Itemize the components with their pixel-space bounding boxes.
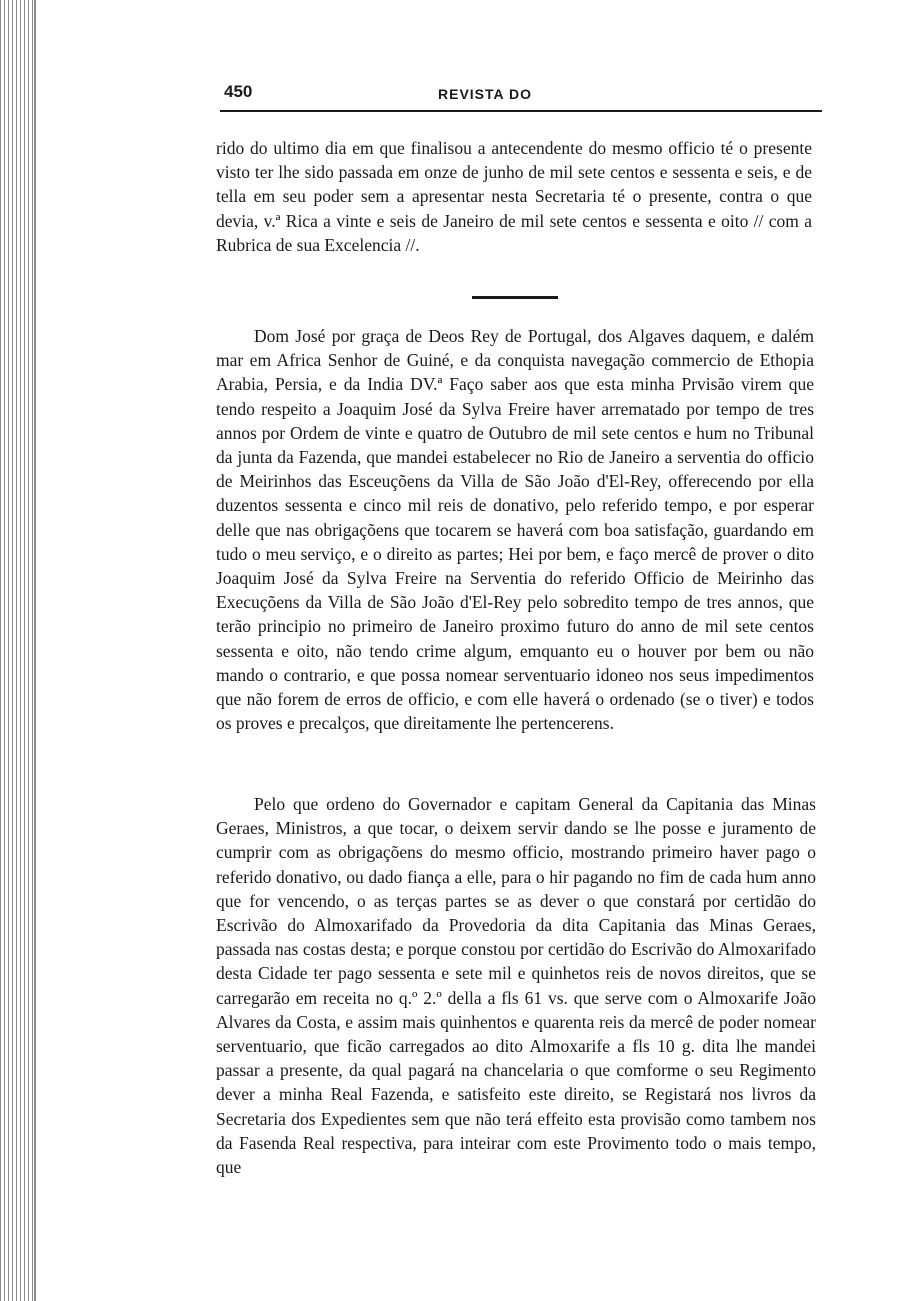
- document-page: [216, 80, 816, 1178]
- paragraph-continuation: rido do ultimo dia em que finalisou a antecendente do mesmo officio té o presente visto ter lhe sido passada em onze de junho de mil sete centos e sessenta e seis, e de tella em seu poder sem a apresentar nesta Secretaria té o presente, contra o que devia, v.ª Rica a vinte e seis de Janeiro de mil sete centos e sessenta e oito // com a Rubrica de sua Excelencia //.: [216, 138, 812, 255]
- page-number: 450: [224, 82, 253, 101]
- paragraph-provision: Dom José por graça de Deos Rey de Portugal, dos Algaves daquem, e dalém mar em Africa Senhor de Guiné, e da conquista navegação commercio de Ethopia Arabia, Persia, e da India DV.ª Faço saber aos que esta minha Prvisão virem que tendo respeito a Joaquim José da Sylva Freire haver arrematado por tempo de tres annos por Ordem de vinte e quatro de Outubro de mil sete centos e hum no Tribunal da junta da Fazenda, que mandei estabelecer no Rio de Janeiro a serventia do officio de Meirinhos das Esceuçõens da Villa de São João d'El-Rey, offerecendo por ella duzentos sessenta e cinco mil reis de donativo, pelo referido tempo, e por esperar delle que nas obrigaçõens que tocarem se haverá com boa satisfação, guardando em tudo o meu serviço, e o direito as partes; Hei por bem, e faço mercê de prover o dito Joaquim José da Sylva Freire na Serventia do referido Officio de Meirinho das Execuçõens da Villa de São João d'El-Rey pelo sobredito tempo de tres annos, que terão principio no primeiro de Janeiro proximo futuro do anno de mil sete centos sessenta e oito, não tendo crime algum, emquanto eu o houver por bem ou não mando o contrario, e que possa nomear serventuario idoneo nos seus impedimentos que não forem de erros de officio, e com elle haverá o ordenado (se o tiver) e todos os proves e precalços, que direitamente lhe pertencerens.: [216, 326, 814, 734]
- running-head: REVISTA DO: [438, 86, 533, 102]
- header-rule: [220, 110, 822, 112]
- section-separator-rule: [472, 296, 558, 299]
- page-gutter-line: [34, 0, 36, 1301]
- book-binding-edge: [0, 0, 34, 1301]
- page-header: [216, 80, 816, 108]
- paragraph-order: Pelo que ordeno do Governador e capitam General da Capitania das Minas Geraes, Ministros, a que tocar, o deixem servir dando se lhe posse e juramento de cumprir com as obrigaçõens do mesmo officio, mostrando primeiro haver pago o referido donativo, ou dado fiança a elle, para o hir pagando no fim de cada hum anno que for vencendo, o as terças partes se as dever o que constará por certidão do Escrivão do Almoxarifado da Provedoria da dita Capitania das Minas Geraes, passada nas costas desta; e porque constou por certidão do Escrivão do Almoxarifado desta Cidade ter pago sessenta e sete mil e quinhetos reis de novos direitos, que se carregarão em receita no q.º 2.º della a fls 61 vs. que serve com o Almoxarife João Alvares da Costa, e assim mais quinhentos e quarenta reis da mercê de poder nomear serventuario, que ficão carregados ao dito Almoxarife a fls 10 g. dita lhe mandei passar a presente, da qual pagará na chancelaria o que comforme o seu Regimento dever a minha Real Fazenda, e satisfeito este direito, se Registará nos livros da Secretaria dos Expedientes sem que não terá effeito esta provisão como tambem nos da Fasenda Real respectiva, para inteirar com este Provimento todo o mais tempo, que: [216, 794, 816, 1178]
